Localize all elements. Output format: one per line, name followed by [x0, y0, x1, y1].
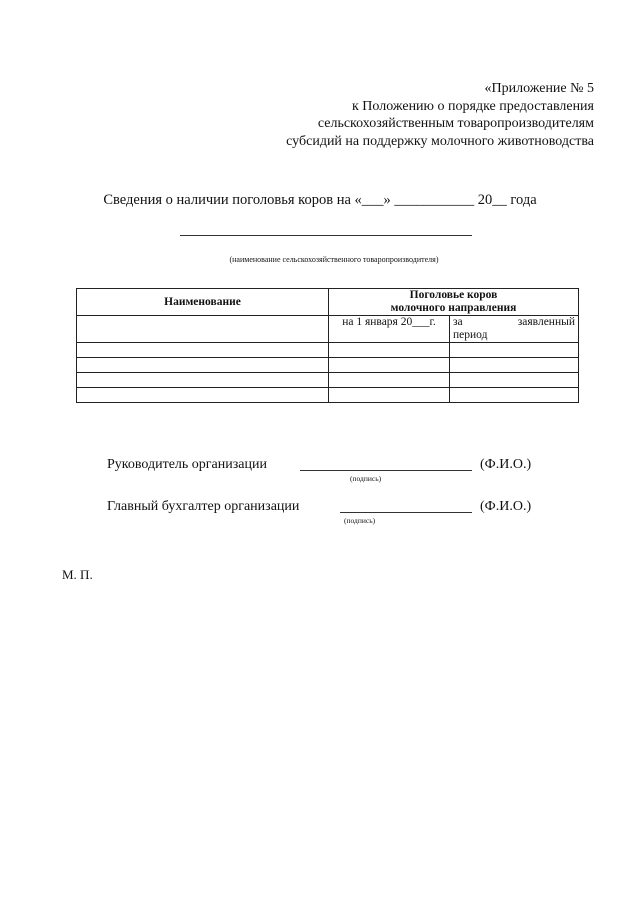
accountant-signature-line[interactable] — [340, 512, 472, 513]
subheader-date-cell — [329, 316, 450, 343]
table-cell[interactable] — [77, 388, 329, 403]
table-subheader-row — [77, 316, 579, 343]
table-cell[interactable] — [329, 358, 450, 373]
table-cell[interactable] — [450, 388, 579, 403]
table-row — [77, 388, 579, 403]
appendix-header — [286, 80, 594, 150]
subheader-date-label: на 1 января 20___г. — [342, 316, 436, 328]
accountant-fio-label: (Ф.И.О.) — [480, 499, 532, 514]
header-group-line1: Поголовье коров — [409, 289, 498, 301]
producer-name-line[interactable] — [180, 235, 472, 236]
header-name-cell — [77, 289, 329, 316]
table-row — [77, 373, 579, 388]
table-cell[interactable] — [450, 343, 579, 358]
subheader-period-word: заявленный — [517, 316, 575, 328]
table-row — [77, 343, 579, 358]
header-name-label: Наименование — [164, 295, 241, 308]
table-cell[interactable] — [450, 358, 579, 373]
header-group-line2: молочного направления — [390, 302, 517, 314]
table-cell[interactable] — [450, 373, 579, 388]
subheader-empty-cell[interactable] — [77, 316, 329, 343]
head-signature-label: Руководитель организации — [107, 457, 267, 472]
document-title: Сведения о наличии поголовья коров на «___» ___________ 20__ года — [103, 192, 537, 208]
stamp-place-label: М. П. — [62, 567, 93, 582]
header-group-cell — [329, 289, 579, 316]
table-cell[interactable] — [77, 373, 329, 388]
appendix-line: «Приложение № 5 — [484, 81, 594, 96]
subheader-period-word: период — [453, 329, 488, 341]
subheader-period-word: за — [453, 316, 463, 328]
head-fio-label: (Ф.И.О.) — [480, 457, 532, 472]
producer-caption: (наименование сельскохозяйственного товаропроизводителя) — [229, 255, 439, 264]
livestock-table — [76, 288, 579, 403]
appendix-line: к Положению о порядке предоставления — [352, 98, 594, 114]
table-header-row — [77, 289, 579, 316]
table-cell[interactable] — [329, 343, 450, 358]
table-cell[interactable] — [77, 358, 329, 373]
head-signature-line[interactable] — [300, 470, 472, 471]
accountant-signature-caption: (подпись) — [344, 516, 376, 525]
subheader-period-cell — [450, 316, 579, 343]
table-cell[interactable] — [77, 343, 329, 358]
head-signature-caption: (подпись) — [350, 474, 382, 483]
appendix-line: субсидий на поддержку молочного животноводства — [286, 133, 594, 149]
appendix-line: сельскохозяйственным товаропроизводителям — [317, 116, 594, 131]
table-row — [77, 358, 579, 373]
table-cell[interactable] — [329, 388, 450, 403]
accountant-signature-label: Главный бухгалтер организации — [107, 499, 300, 514]
table-cell[interactable] — [329, 373, 450, 388]
